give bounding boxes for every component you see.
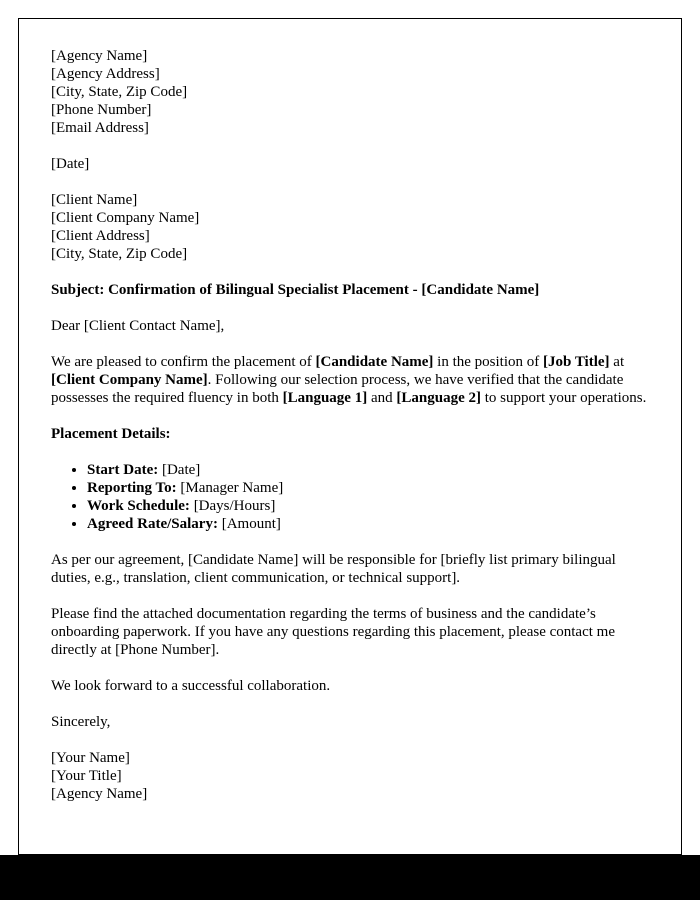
recipient-line: [Client Company Name]: [51, 210, 200, 226]
placement-detail-item: • Work Schedule: [Days/Hours]: [87, 497, 649, 515]
sender-line: [City, State, Zip Code]: [51, 84, 188, 100]
sender-line: [Phone Number]: [51, 102, 152, 118]
signoff: Sincerely,: [51, 714, 111, 730]
sender-line: [Agency Address]: [51, 66, 160, 82]
sender-block: [51, 47, 649, 137]
date-line: [Date]: [51, 156, 90, 172]
placement-details-list: [51, 461, 649, 533]
placement-detail-item: • Start Date: [Date]: [87, 461, 649, 479]
responsibilities-paragraph: As per our agreement, [Candidate Name] will be responsible for [briefly list primary bilingual duties, e.g., translation, client communication, or technical support].: [51, 552, 616, 586]
letter-page: [18, 18, 682, 855]
salutation: Dear [Client Contact Name],: [51, 318, 225, 334]
page-bottom-bar: [0, 855, 700, 900]
placement-detail-item: • Agreed Rate/Salary: [Amount]: [87, 515, 649, 533]
signature-line: [Your Title]: [51, 768, 122, 784]
sender-line: [Email Address]: [51, 120, 149, 136]
closing-paragraph: We look forward to a successful collaboration.: [51, 678, 331, 694]
sender-line: [Agency Name]: [51, 48, 148, 64]
date-block: [51, 155, 649, 173]
intro-paragraph: We are pleased to confirm the placement of [Candidate Name] in the position of [Job Title] at [Client Company Name]. Following our selection process, we have verified that the candidate possesses the required fluency in both [Language 1] and [Language 2] to support your operations.: [51, 354, 647, 406]
recipient-line: [Client Address]: [51, 228, 150, 244]
signature-line: [Your Name]: [51, 750, 130, 766]
documentation-paragraph: Please find the attached documentation regarding the terms of business and the candidate’s onboarding paperwork. If you have any questions regarding this placement, please contact me directly at [Phone Number].: [51, 606, 615, 658]
recipient-block: [51, 191, 649, 263]
placement-details-heading: Placement Details:: [51, 426, 171, 442]
subject-line: Subject: Confirmation of Bilingual Specialist Placement - [Candidate Name]: [51, 282, 540, 298]
signature-block: [51, 749, 649, 803]
placement-detail-item: • Reporting To: [Manager Name]: [87, 479, 649, 497]
recipient-line: [City, State, Zip Code]: [51, 246, 188, 262]
signature-line: [Agency Name]: [51, 786, 148, 802]
recipient-line: [Client Name]: [51, 192, 138, 208]
